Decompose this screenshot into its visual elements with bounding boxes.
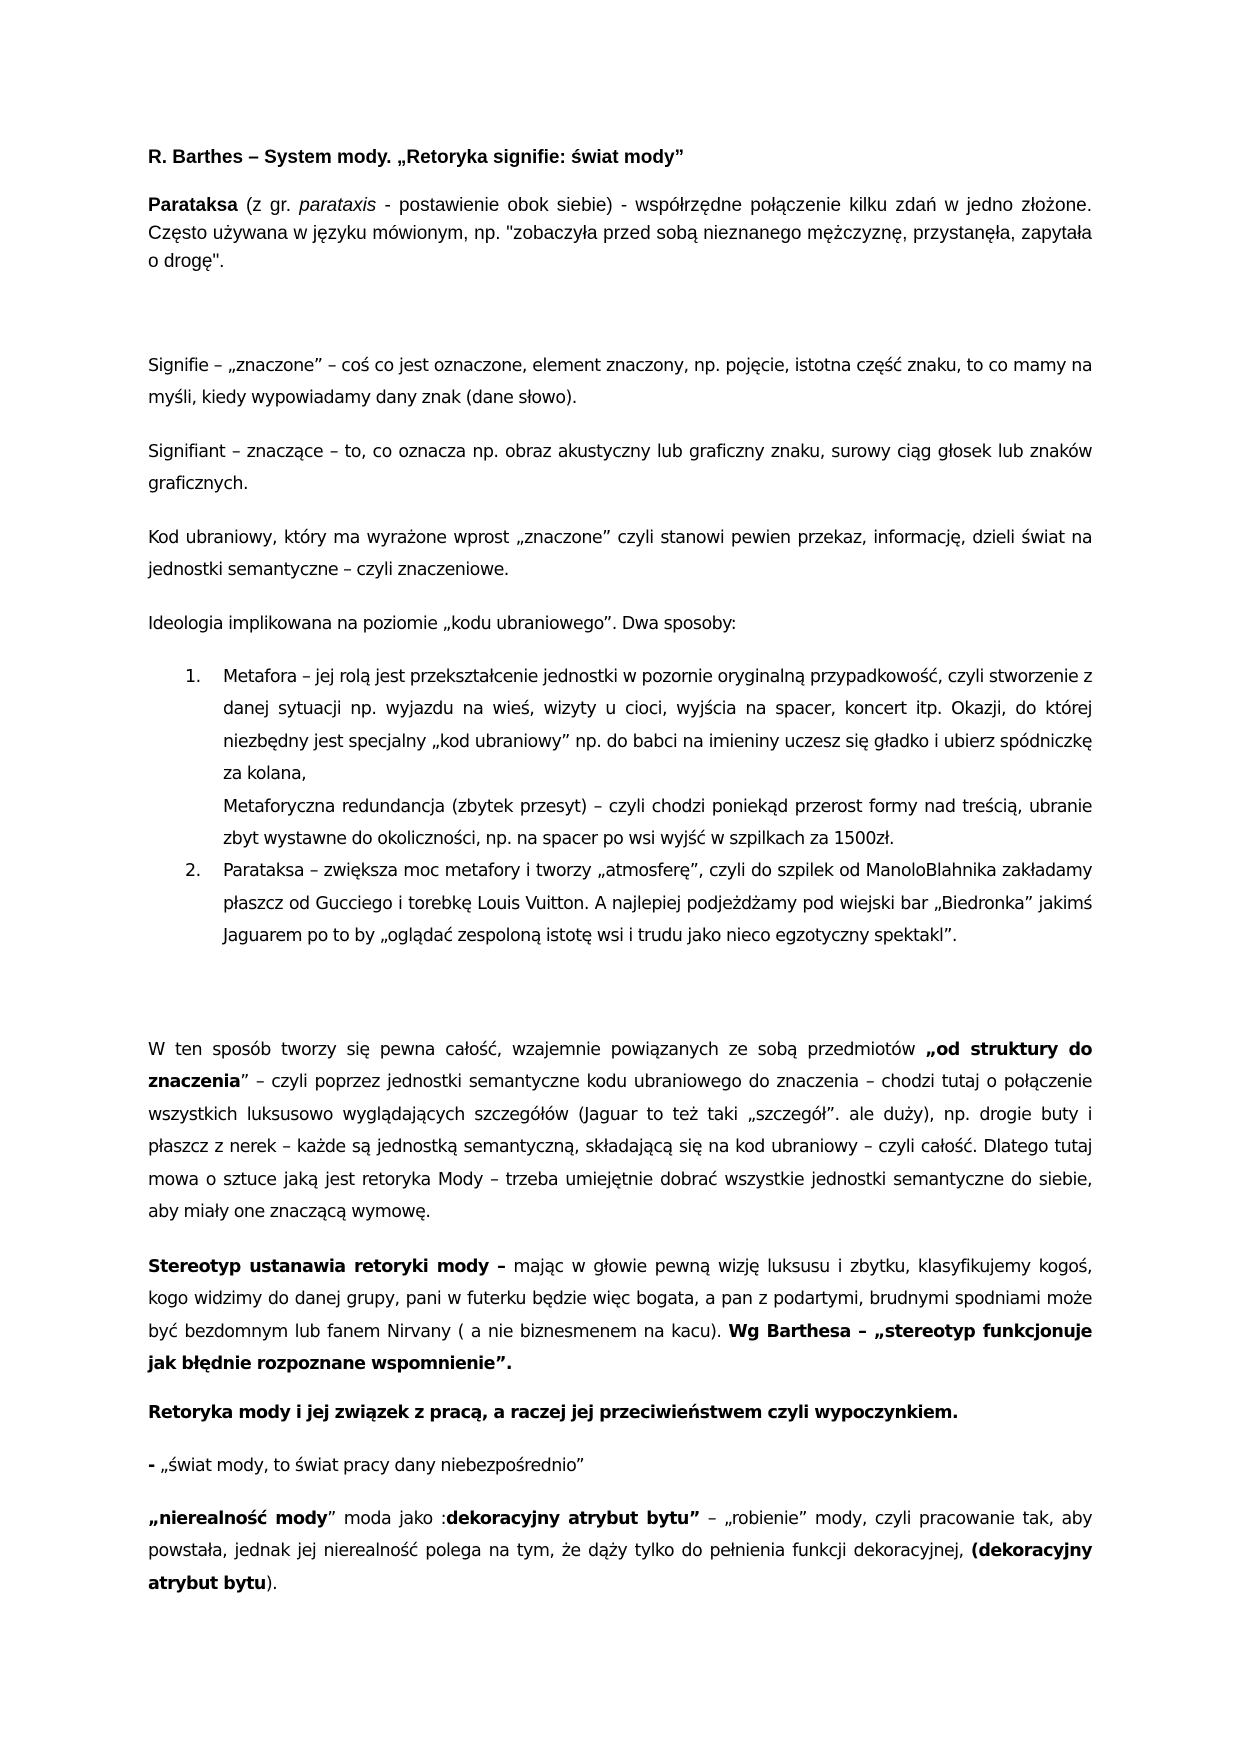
document-title: R. Barthes – System mody. „Retoryka signifie: świat mody” [148, 147, 685, 168]
nierealnosc-bold-1: „nierealność mody [148, 1509, 328, 1529]
signifiant-paragraph: Signifiant – znaczące – to, co oznacza np. obraz akustyczny lub graficzny znaku, surowy ciąg głosek lub znaków graficznych. [148, 442, 1092, 495]
stereotyp-quote: Wg Barthesa – „stereotyp funkcjonuje jak błędnie rozpoznane wspomnienie”. [148, 1321, 1092, 1375]
signifie-paragraph: Signifie – „znaczone” – coś co jest oznaczone, element znaczony, np. pojęcie, istotna część znaku, to co mamy na myśli, kiedy wypowiadamy dany znak (dane słowo). [148, 356, 1092, 409]
list-item [148, 855, 1092, 952]
stereotyp-paragraph [148, 1251, 1092, 1381]
swiat-dash: - [148, 1456, 155, 1476]
list-item-text-continued: Metaforyczna redundancja (zbytek przesyt) – czyli chodzi poniekąd przerost formy nad treścią, ubranie zbyt wystawne do okoliczności, np. na spacer po wsi wyjść w szpilkach za 1500zł. [223, 796, 1092, 850]
list-item [148, 661, 1092, 855]
list-item-text: Parataksa – zwiększa moc metafory i tworzy „atmosferę”, czyli do szpilek od ManoloBlahnika zakładamy płaszcz od Gucciego i torebkę Louis Vuitton. A najlepiej podjeżdżamy pod wiejski bar „Biedronka” jakimś Jaguarem po to by „oglądać zespoloną istotę wsi i trudu jako nieco egzotyczny spektakl”. [223, 861, 1092, 947]
list-item-text: Metafora – jej rolą jest przekształcenie jednostki w pozornie oryginalną przypadkowość, czyli stworzenie z danej sytuacji np. wyjazdu na wieś, wizyty u cioci, wyjścia na spacer, koncert itp. Okazji, do której niezbędny jest specjalny „kod ubraniowy” np. do babci na imieniny uczesz się gładko i ubierz spódniczkę za kolana, [223, 667, 1092, 785]
nierealnosc-bold-2: dekoracyjny atrybut bytu” [445, 1509, 700, 1529]
swiat-mody-quote [148, 1450, 1092, 1482]
stereotyp-text: mając w głowie pewną wizję luksusu i zbytku, klasyfikujemy kogoś, kogo widzimy do danej grupy, pani w futerku będzie więc bogata, a pan z podartymi, brudnymi spodniami może być bezdomnym lub fanem Nirvany ( a nie biznesmenem na kacu). [148, 1257, 1092, 1342]
w-ten-sposob-paragraph [148, 1034, 1092, 1228]
numbered-list [148, 661, 1092, 953]
swiat-text: „świat mody, to świat pracy dany niebezpośrednio” [154, 1456, 585, 1476]
ideologia-paragraph: Ideologia implikowana na poziomie „kodu ubraniowego”. Dwa sposoby: [148, 614, 737, 634]
parataksa-definition [148, 192, 1092, 276]
parataksa-text-1: (z gr. [237, 195, 300, 216]
wten-bold: „od struktury do znaczenia [148, 1040, 1092, 1093]
nierealnosc-bold-3: (dekoracyjny atrybut bytu [148, 1541, 1092, 1594]
kod-ubraniowy-paragraph: Kod ubraniowy, który ma wyrażone wprost „znaczone” czyli stanowi pewien przekaz, informację, dzieli świat na jednostki semantyczne – czyli znaczeniowe. [148, 528, 1092, 581]
nierealnosc-text-2: – „robienie” mody, czyli pracowanie tak, aby powstała, jednak jej nierealność polega na tym, że dąży tylko do pełnienia funkcji dekoracyjnej, [148, 1509, 1093, 1562]
parataksa-term: Parataksa [148, 195, 238, 216]
nierealnosc-text-1: ” moda jako : [327, 1509, 446, 1529]
parataksa-text-2: - postawienie obok siebie) - współrzędne połączenie kilku zdań w jedno złożone. Często używana w języku mówionym, np. "zobaczyła przed sobą nieznanego mężczyznę, przystanęła, zapytała o drogę". [148, 195, 1092, 272]
nierealnosc-paragraph [148, 1503, 1092, 1600]
nierealnosc-text-3: ). [265, 1573, 278, 1594]
retoryka-heading: Retoryka mody i jej związek z pracą, a raczej jej przeciwieństwem czyli wypoczynkiem. [148, 1403, 959, 1423]
wten-text-1: W ten sposób tworzy się pewna całość, wzajemnie powiązanych ze sobą przedmiotów [148, 1040, 926, 1060]
parataksa-italic: parataxis [299, 195, 377, 216]
list-number: 1. [185, 667, 201, 687]
wten-text-2: ” – czyli poprzez jednostki semantyczne kodu ubraniowego do znaczenia – chodzi tutaj o połączenie wszystkich luksusowo wyglądających szczegółów (Jaguar to też taki „szczegół”. ale duży), np. drogie buty i płaszcz z nerek – każde są jednostką semantyczną, składającą się na kod ubraniowy – czyli całość. Dlatego tutaj mowa o sztuce jaką jest retoryka Mody – trzeba umiejętnie dobrać wszystkie jednostki semantyczne do siebie, aby miały one znaczącą wymowę. [148, 1072, 1092, 1223]
stereotyp-heading: Stereotyp ustanawia retoryki mody – [148, 1257, 506, 1277]
list-number: 2. [185, 861, 201, 882]
